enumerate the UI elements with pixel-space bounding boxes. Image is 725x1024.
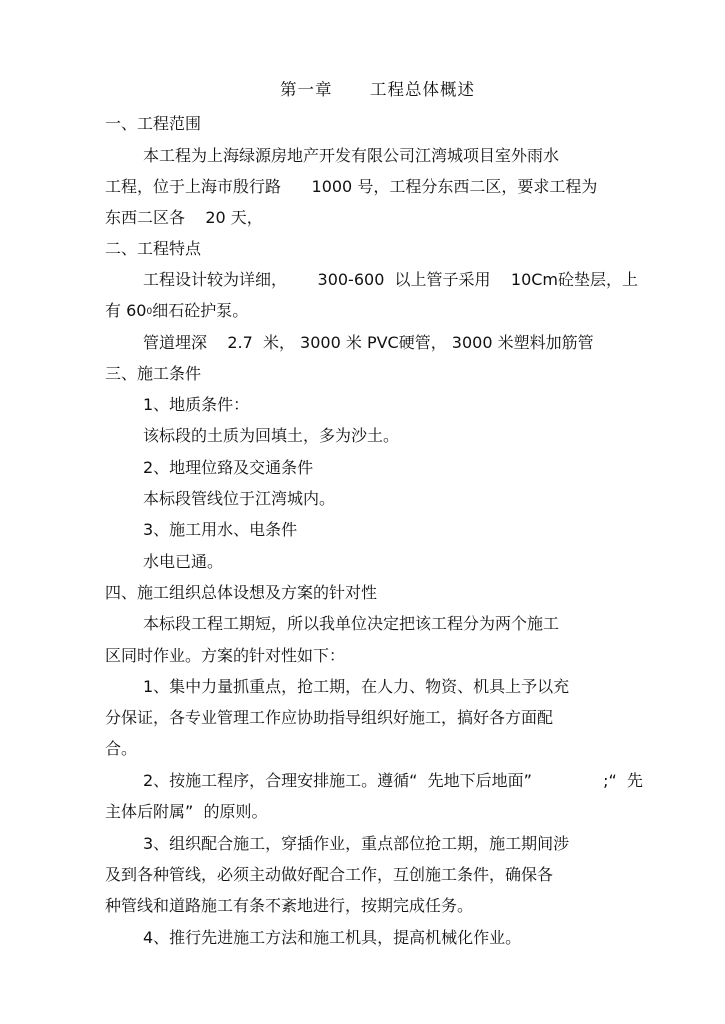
paragraph-line: 工程，位于上海市殷行路 1000 号，工程分东西二区，要求工程为 — [105, 177, 598, 196]
paragraph-line: 本标段工程工期短，所以我单位决定把该工程分为两个施工 — [143, 614, 560, 633]
section-heading-scope: 一、工程范围 — [105, 114, 202, 133]
paragraph-line: 区同时作业。方案的针对性如下： — [105, 646, 346, 665]
angle-superscript: 0 — [146, 307, 153, 317]
list-item: 1、集中力量抓重点，抢工期，在人力、物资、机具上予以充 — [143, 677, 570, 696]
paragraph-line: 分保证，各专业管理工作应协助指导组织好施工，搞好各方面配 — [105, 708, 554, 727]
paragraph-line — [105, 300, 248, 322]
paragraph-line: 种管线和道路施工有条不紊地进行，按期完成任务。 — [105, 896, 474, 915]
list-item: 1、地质条件： — [143, 395, 250, 414]
paragraph-line: 本工程为上海绿源房地产开发有限公司江湾城项目室外雨水 — [143, 146, 560, 165]
paragraph-line: 水电已通。 — [143, 552, 224, 571]
paragraph-line: 该标段的土质为回填土，多为沙土。 — [143, 426, 400, 445]
list-item: 4、推行先进施工方法和施工机具，提高机械化作业。 — [143, 928, 522, 947]
paragraph-line: 管道埋深 2.7 米， 3000 米 PVC硬管， 3000 米塑料加筋管 — [143, 333, 594, 352]
list-item: 3、施工用水、电条件 — [143, 520, 298, 539]
angle-suffix: 细石砼护泵。 — [152, 301, 249, 320]
angle-prefix: 有 60 — [105, 301, 147, 320]
section-heading-features: 二、工程特点 — [105, 239, 202, 258]
list-item: 2、地理位臵及交通条件 — [143, 458, 314, 477]
paragraph-line: 及到各种管线，必须主动做好配合工作，互创施工条件，确保各 — [105, 865, 554, 884]
paragraph-line: 本标段管线位于江湾城内。 — [143, 489, 336, 508]
paragraph-line: 合。 — [105, 739, 138, 758]
paragraph-line: 主体后附属” 的原则。 — [105, 802, 268, 821]
chapter-title: 第一章 工程总体概述 — [280, 80, 475, 99]
section-heading-organization: 四、施工组织总体设想及方案的针对性 — [105, 583, 378, 602]
paragraph-line: 工程设计较为详细， 300-600 以上管子采用 10Cm砼垫层，上 — [143, 270, 639, 289]
paragraph-line: 东西二区各 20 天， — [105, 208, 263, 227]
list-item: 3、组织配合施工，穿插作业，重点部位抢工期，施工期间涉 — [143, 834, 570, 853]
section-heading-conditions: 三、施工条件 — [105, 364, 202, 383]
list-item: 2、按施工程序，合理安排施工。遵循“ 先地下后地面” ;“ 先 — [143, 771, 643, 790]
